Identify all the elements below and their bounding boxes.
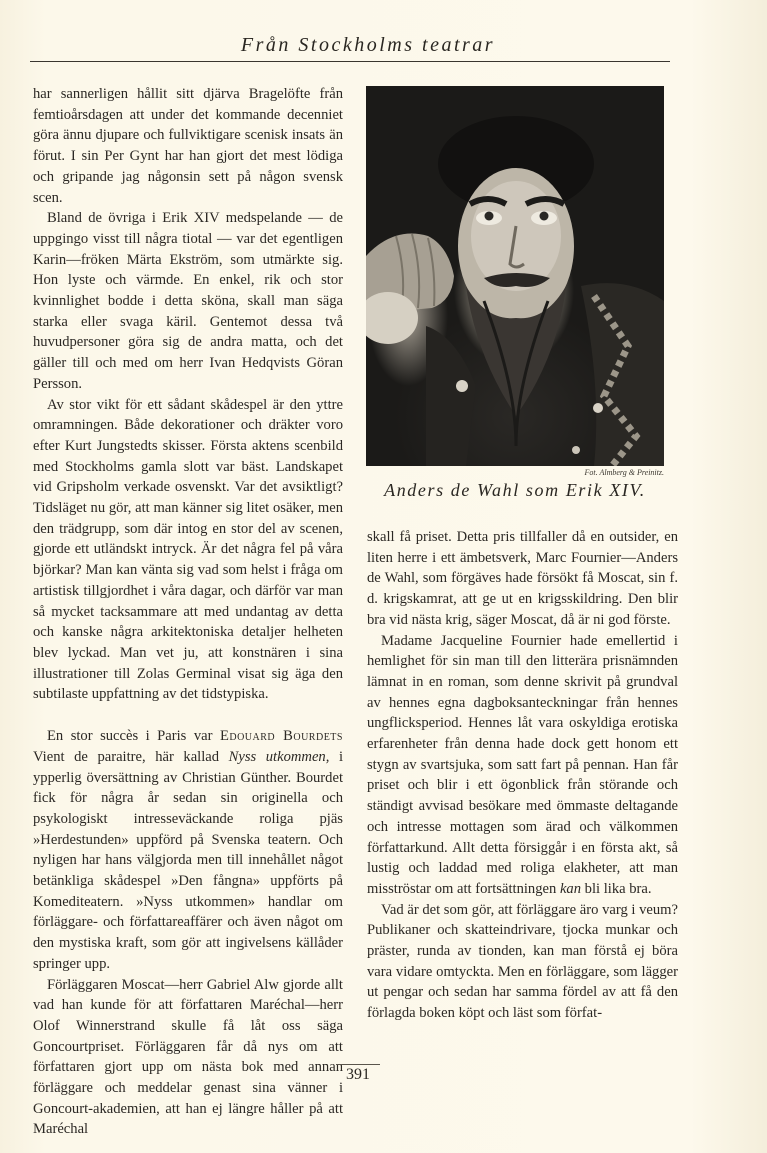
right-column: [367, 527, 678, 1024]
paragraph: Vad är det som gör, att förläggare äro varg i veum? Publikaner och skatteindrivare, tjocka munkar och präster, runda av tionden, kan man förstå ej böra vara vidare omtyckta. Men en förläggare, som lägger ut pengar och sedan har samma fördel av att få den förlagda boken köpt och läst som förfat-: [367, 901, 678, 1022]
figure-caption: Anders de Wahl som Erik XIV.: [384, 480, 646, 500]
paragraph: Av stor vikt för ett sådant skådespel är den yttre omramningen. Både dekorationer och dräkter voro efter Kurt Jungstedts skisser. Första aktens scenbild med Stockholms gamla slott var bäst. Landskapet vid Gripsholm verkade osvenskt. Var det avsiktligt? Tidsläget nu gör, att man känner sig litet osäker, men den trädgrupp, som där intog en stor del av scenen, gjorde ett utländskt intryck. Är det några fel på våra björkar? Man kan vänta sig vad som helst i fråga om artistisk tillgjordhet i våra dagar, och därför var man så mycket tacksammare att med undantag av detta och kanske några arkitektoniska detaljer helheten blev lyckad. Man vet ju, att konstnären i sina illustrationer till Zolas Germinal visat sig äga den subtilaste uppfattning av det tidstypiska.: [33, 396, 343, 703]
paragraph: Förläggaren Moscat—herr Gabriel Alw gjorde allt vad han kunde för att författaren Maréchal—herr Olof Winnerstrand skulle få låt oss säga Goncourtpriset. Förläggaren får då nys om att författaren gjort upp om nästa bok med annan förläggare och meddelar genast sina vänner i Goncourt-akademien, att han ej längre håller på att Maréchal: [33, 976, 343, 1138]
photo-credit: Fot. Almberg & Preinitz.: [584, 468, 664, 477]
text-run: Madame Jacqueline Fournier hade emellertid i hemlighet för sin man till den litterära prisnämnden lämnat in en roman, som denne skrivit på grundval av hennes egna dagboksanteckningar från hennes ungflicksperiod. Hennes låt vara oskyldiga erotiska erfarenheter från denna hade dock gett honom ett stygn av svartsjuka, som satt fart på pennan. Han får priset och blir i ett ögonblick från störande och ständigt avvisad besökare med ömmaste deltagande och intresse mottagen som ärad och välkommen författarkund. Allt detta försiggår i en första akt, så lustig och laddad med roliga elakheter, att man misströstar om att fortsättningen: [367, 632, 678, 897]
author-name: Edouard Bourdets: [219, 728, 343, 745]
left-column: [33, 84, 343, 1140]
text-run: En stor succès i Paris var: [47, 728, 220, 745]
play-title: Nyss utkommen,: [228, 748, 330, 765]
paragraph: skall få priset. Detta pris tillfaller då en outsider, en liten herre i ett ämbetsverk, Marc Fournier—Anders de Wahl, som förgäves hade försökt få Moscat, sin f. d. krigskamrat, att ge ut en krigsskildring. Den blir bra vid nästa krig, säger Moscat, då är ni god förste.: [367, 529, 678, 628]
portrait-photo: [366, 86, 664, 466]
emphasis: kan: [559, 880, 582, 897]
page-number: 391: [346, 1066, 370, 1083]
paragraph: [33, 726, 343, 974]
text-run: Vient de paraitre, här kallad: [33, 748, 229, 765]
text-run: i ypperlig översättning av Christian Günther. Bourdet fick för några år sedan sin originella och psykologiskt intresseväckande roliga pjäs »Herdestunden» uppförd på Svenska teatern. Och nyligen har hans välgjorda men till innehållet något betänkliga skådespel »Den fångna» uppförts på Komediteatern. »Nyss utkommen» handlar om förläggare- och författareaffärer och även något om den mystiska kraft, som gör att ingivelsens källåder springer upp.: [33, 748, 344, 972]
folio-rule: [336, 1064, 380, 1065]
running-header: Från Stockholms teatrar: [240, 34, 496, 56]
paragraph: Bland de övriga i Erik XIV medspelande — de uppgingo visst till några tiotal — var det egentligen Karin—fröken Märta Ekström, som utmärkte sig. Hon lyste och värmde. En enkel, rik och stor kvinnlighet bodde i detta sköna, skall man säga starka eller svaga käril. Gentemot dessa två huvudpersoner göra sig de andra matta, och det gäller till och med om herr Ivan Hedqvists Göran Persson.: [33, 210, 343, 392]
text-run: bli lika bra.: [581, 880, 652, 897]
paragraph: har sannerligen hållit sitt djärva Bragelöfte från femtioårsdagen att under det kommande decenniet göra ännu djupare och fullviktigare scenisk insats än förut. I sin Per Gynt har han gjort det mest lödiga och gripande jag någonsin sett på någon svensk scen.: [33, 86, 343, 206]
portrait-illustration: [366, 86, 664, 466]
header-rule: [30, 61, 670, 62]
paragraph: [367, 631, 678, 900]
